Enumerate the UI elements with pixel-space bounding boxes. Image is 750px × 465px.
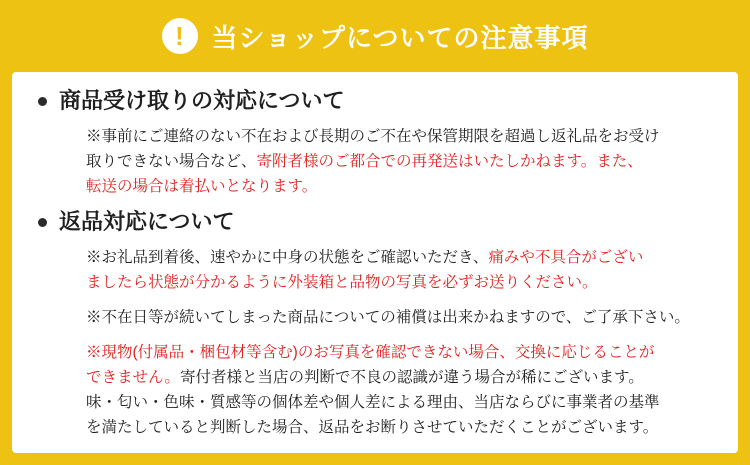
line-text-emphasis: ※現物(付属品・梱包材等含む)のお写真を確認できない場合、交換に応じることが [86, 344, 655, 362]
bullet-icon [38, 97, 47, 106]
section-title: 返品対応について [59, 209, 235, 235]
body-line [86, 270, 712, 295]
section-heading [38, 86, 712, 116]
line-text: を満たしていると判断した場合、返品をお断りさせていただくことがございます。 [86, 419, 659, 437]
body-line [86, 340, 712, 365]
line-text-emphasis: ましたら状態が分かるように外装箱と品物の写真を必ずお送りください。 [86, 273, 598, 291]
line-text: ※不在日等が続いてしまった商品についての補償は出来かねますので、ご了承下さい。 [86, 308, 690, 326]
section-receiving [38, 86, 712, 199]
line-text: 取りできない場合など、 [86, 152, 257, 170]
line-text-emphasis: 寄附者様のご都合での再発送はいたしかねます。また、 [256, 152, 643, 170]
body-line [86, 305, 712, 330]
section-body-paragraph [38, 305, 712, 330]
line-text: ※事前にご連絡のない不在および長期のご不在や保管期限を超過し返礼品をお受け [86, 127, 660, 145]
page-header [0, 0, 750, 72]
bullet-icon [38, 218, 47, 227]
section-body [38, 124, 712, 199]
line-text-emphasis: できません。 [86, 369, 180, 387]
section-heading [38, 207, 712, 237]
line-text: 味・匂い・色味・質感等の個体差や個人差による理由、当店ならびに事業者の基準 [86, 394, 660, 412]
body-line [86, 390, 712, 415]
line-text: 寄付者様と当店の判断で不良の認識が違う場合が稀にございます。 [179, 369, 644, 387]
section-body-paragraph [38, 245, 712, 295]
section-title: 商品受け取りの対応について [59, 88, 345, 113]
body-line [86, 245, 712, 270]
notice-content [12, 72, 738, 453]
line-text: ※お礼品到着後、速やかに中身の状態をご確認いただき、 [86, 248, 489, 266]
body-line [86, 365, 712, 390]
section-returns [38, 207, 712, 440]
line-text-emphasis: 転送の場合は着払いとなります。 [86, 177, 318, 195]
body-line [86, 124, 712, 149]
body-line [86, 174, 712, 199]
page-title: 当ショップについての注意事項 [211, 22, 589, 53]
body-line [86, 149, 712, 174]
body-line [86, 415, 712, 440]
line-text-emphasis: 痛みや不具合がござい [488, 248, 644, 266]
exclamation-icon: ! [162, 18, 198, 54]
section-body-paragraph [38, 340, 712, 440]
